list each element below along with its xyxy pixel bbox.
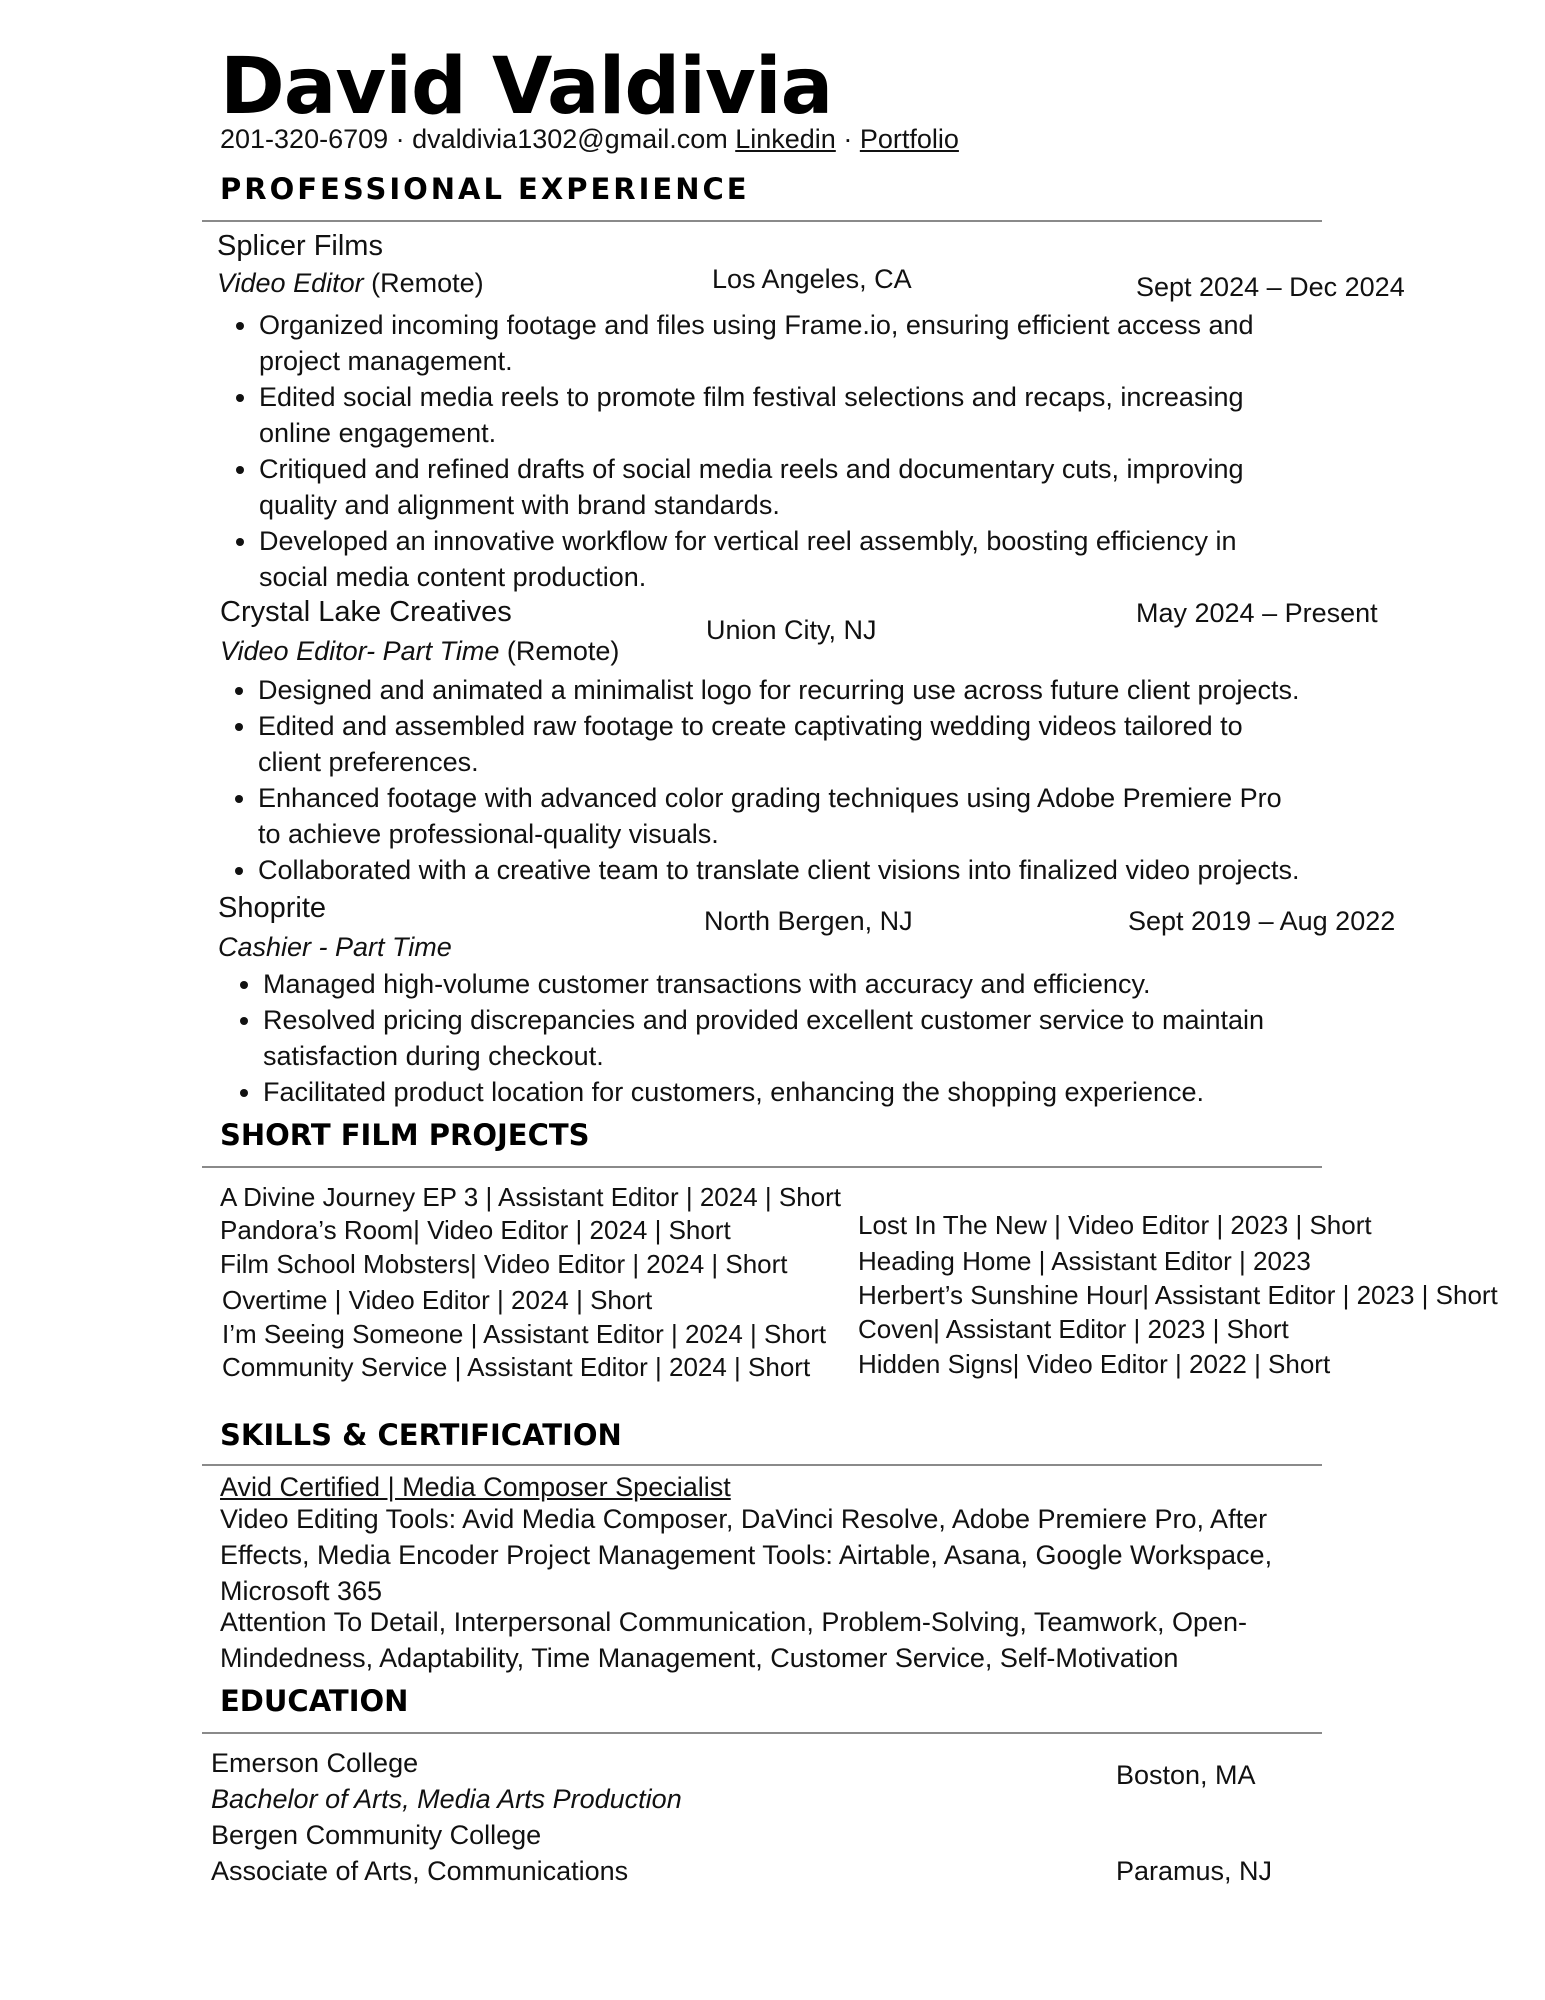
contact-separator: · xyxy=(843,124,853,154)
school-location: Boston, MA xyxy=(1116,1760,1256,1790)
list-item: • Designed and animated a minimalist logo for recurring use across future client projects. xyxy=(258,672,1308,708)
project-item: Community Service | Assistant Editor | 2024 | Short xyxy=(222,1352,811,1382)
list-item: • Organized incoming footage and files using Frame.io, ensuring efficient access and project management. xyxy=(259,307,1309,379)
skills-tools: Video Editing Tools: Avid Media Composer, DaVinci Resolve, Adobe Premiere Pro, After Effects, Media Encoder Project Management Tools: Airtable, Asana, Google Workspace, Microsoft 365 xyxy=(220,1504,1273,1606)
project-item: Hidden Signs| Video Editor | 2022 | Short xyxy=(858,1349,1331,1379)
job-role xyxy=(218,932,452,963)
project-item: I’m Seeing Someone | Assistant Editor | 2024 | Short xyxy=(222,1319,827,1349)
project-item: Film School Mobsters| Video Editor | 2024 | Short xyxy=(220,1249,788,1279)
list-item: • Managed high-volume customer transactions with accuracy and efficiency. xyxy=(263,966,1313,1002)
project-item: Overtime | Video Editor | 2024 | Short xyxy=(222,1285,653,1315)
skills-section-title: SKILLS & CERTIFICATION xyxy=(220,1418,622,1452)
project-item: Pandora’s Room| Video Editor | 2024 | Short xyxy=(220,1215,731,1245)
list-item: • Critiqued and refined drafts of social media reels and documentary cuts, improving quality and alignment with brand standards. xyxy=(259,451,1309,523)
candidate-name: David Valdivia xyxy=(220,42,833,132)
portfolio-link[interactable]: Portfolio xyxy=(859,124,959,154)
skills-divider xyxy=(202,1464,1322,1466)
job-dates: Sept 2024 – Dec 2024 xyxy=(1136,272,1405,302)
project-item: A Divine Journey EP 3 | Assistant Editor | 2024 | Short xyxy=(220,1182,842,1212)
list-item: • Edited and assembled raw footage to create captivating wedding videos tailored to client preferences. xyxy=(258,708,1308,780)
contact-line xyxy=(220,124,959,155)
job-role-title: Video Editor- Part Time xyxy=(220,636,500,666)
certification-link[interactable]: Avid Certified | Media Composer Specialist xyxy=(220,1472,731,1502)
list-item: • Enhanced footage with advanced color grading techniques using Adobe Premiere Pro to achieve professional-quality visuals. xyxy=(258,780,1308,852)
projects-divider xyxy=(202,1166,1322,1168)
job-dates: May 2024 – Present xyxy=(1136,598,1378,628)
school-location: Paramus, NJ xyxy=(1116,1856,1273,1886)
job-location: Union City, NJ xyxy=(706,615,877,645)
job-role-note: (Remote) xyxy=(506,636,620,666)
job-company: Crystal Lake Creatives xyxy=(220,596,512,628)
list-item: • Edited social media reels to promote film festival selections and recaps, increasing online engagement. xyxy=(259,379,1309,451)
experience-divider xyxy=(202,220,1322,222)
school-name: Emerson College xyxy=(211,1748,419,1778)
job-bullets xyxy=(218,672,1308,888)
job-role-title: Cashier - Part Time xyxy=(218,932,452,962)
list-item: • Facilitated product location for customers, enhancing the shopping experience. xyxy=(263,1074,1313,1110)
skills-soft: Attention To Detail, Interpersonal Communication, Problem-Solving, Teamwork, Open-Mindedness, Adaptability, Time Management, Customer Service, Self-Motivation xyxy=(220,1607,1247,1673)
list-item: • Resolved pricing discrepancies and provided excellent customer service to maintain satisfaction during checkout. xyxy=(263,1002,1313,1074)
project-item: Lost In The New | Video Editor | 2023 | Short xyxy=(858,1210,1372,1240)
project-item: Coven| Assistant Editor | 2023 | Short xyxy=(858,1314,1289,1344)
linkedin-link[interactable]: Linkedin xyxy=(735,124,836,154)
job-company: Shoprite xyxy=(218,892,327,924)
job-role xyxy=(220,636,619,667)
job-dates: Sept 2019 – Aug 2022 xyxy=(1128,906,1396,936)
job-role xyxy=(217,268,484,299)
school-degree: Associate of Arts, Communications xyxy=(211,1856,629,1886)
school-degree: Bachelor of Arts, Media Arts Production xyxy=(211,1784,682,1814)
experience-section-title: PROFESSIONAL EXPERIENCE xyxy=(220,172,750,206)
school-name: Bergen Community College xyxy=(211,1820,542,1850)
job-bullets xyxy=(219,307,1309,595)
job-location: North Bergen, NJ xyxy=(704,906,913,936)
project-item: Herbert’s Sunshine Hour| Assistant Editor | 2023 | Short xyxy=(858,1280,1498,1310)
projects-section-title: SHORT FILM PROJECTS xyxy=(220,1118,590,1152)
job-location: Los Angeles, CA xyxy=(712,264,912,294)
phone-email: 201-320-6709 · dvaldivia1302@gmail.com xyxy=(220,124,728,154)
list-item: • Collaborated with a creative team to translate client visions into finalized video projects. xyxy=(258,852,1308,888)
job-bullets xyxy=(223,966,1313,1110)
job-role-title: Video Editor xyxy=(217,268,364,298)
education-divider xyxy=(202,1732,1322,1734)
job-company: Splicer Films xyxy=(217,230,383,262)
project-item: Heading Home | Assistant Editor | 2023 xyxy=(858,1246,1311,1276)
education-section-title: EDUCATION xyxy=(220,1684,409,1718)
job-role-note: (Remote) xyxy=(371,268,484,298)
list-item: • Developed an innovative workflow for vertical reel assembly, boosting efficiency in social media content production. xyxy=(259,523,1309,595)
